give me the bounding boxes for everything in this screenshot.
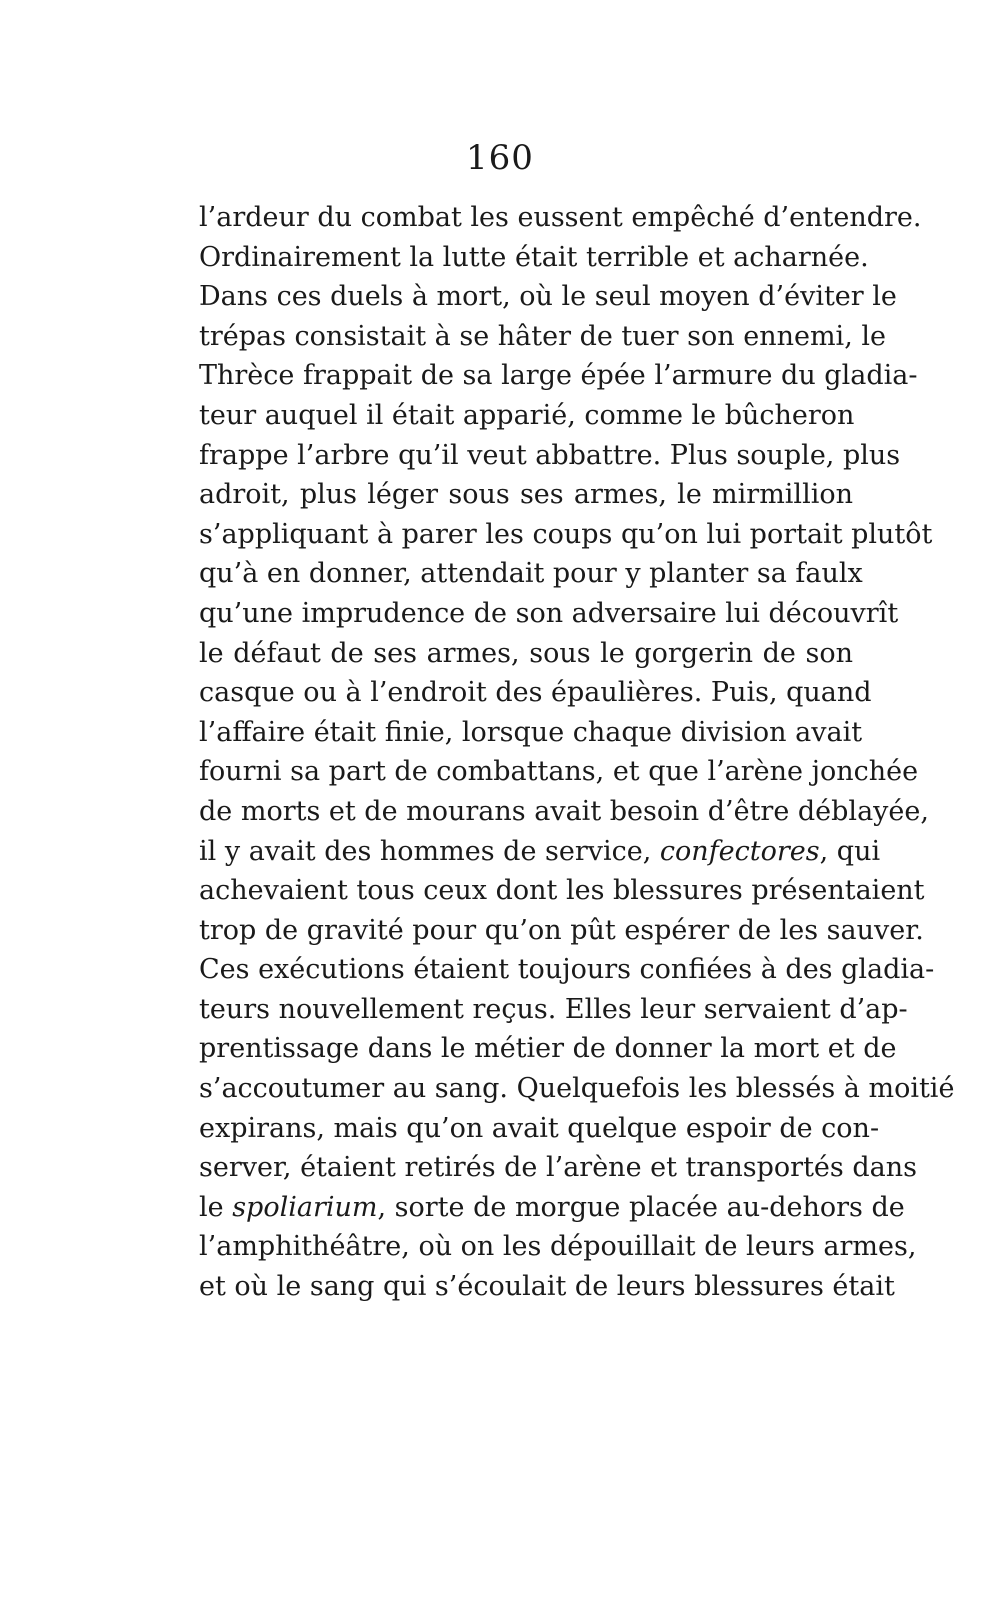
text-line: expirans, mais qu’on avait quelque espoir de con- [199, 1112, 880, 1144]
text-line: casque ou à l’endroit des épaulières. Puis, quand [199, 677, 872, 709]
text-line: fourni sa part de combattans, et que l’arène jonchée [199, 756, 919, 788]
text-line: Ordinairement la lutte était terrible et acharnée. [199, 241, 869, 273]
text-line: il y avait des hommes de service, confectores, qui [199, 835, 881, 867]
body-text [199, 198, 955, 1307]
text-line: l’affaire était finie, lorsque chaque division avait [199, 716, 863, 748]
text-line: Ces exécutions étaient toujours confiées à des gladia- [199, 954, 935, 986]
text-line: server, étaient retirés de l’arène et transportés dans [199, 1152, 917, 1184]
text-line: achevaient tous ceux dont les blessures présentaient [199, 875, 925, 907]
text-line: s’appliquant à parer les coups qu’on lui portait plutôt [199, 518, 933, 550]
page-number: 160 [466, 138, 534, 178]
text-line: Dans ces duels à mort, où le seul moyen d’éviter le [199, 281, 897, 313]
text-line: qu’une imprudence de son adversaire lui découvrît [199, 597, 899, 629]
text-line: adroit, plus léger sous ses armes, le mirmillion [199, 479, 853, 511]
text-line: l’amphithéâtre, où on les dépouillait de leurs armes, [199, 1231, 917, 1263]
text-line: le spoliarium, sorte de morgue placée au-dehors de [199, 1191, 905, 1223]
text-line: teur auquel il était apparié, comme le bûcheron [199, 399, 855, 431]
text-line: et où le sang qui s’écoulait de leurs blessures était [199, 1271, 895, 1303]
latin-term: spoliarium [232, 1191, 378, 1223]
text-line: s’accoutumer au sang. Quelquefois les blessés à moitié [199, 1073, 955, 1105]
text-line: frappe l’arbre qu’il veut abbattre. Plus souple, plus [199, 439, 901, 471]
latin-term: confectores [659, 835, 820, 867]
text-line: l’ardeur du combat les eussent empêché d’entendre. [199, 202, 922, 233]
text-line: de morts et de mourans avait besoin d’être déblayée, [199, 795, 929, 827]
text-line: le défaut de ses armes, sous le gorgerin de son [199, 637, 853, 669]
text-line: Thrèce frappait de sa large épée l’armure du gladia- [199, 360, 918, 392]
text-line: trépas consistait à se hâter de tuer son ennemi, le [199, 320, 886, 352]
text-line: qu’à en donner, attendait pour y planter sa faulx [199, 558, 863, 590]
text-line: prentissage dans le métier de donner la mort et de [199, 1033, 897, 1065]
text-line: trop de gravité pour qu’on pût espérer de les sauver. [199, 914, 924, 946]
text-line: teurs nouvellement reçus. Elles leur servaient d’ap- [199, 993, 908, 1025]
